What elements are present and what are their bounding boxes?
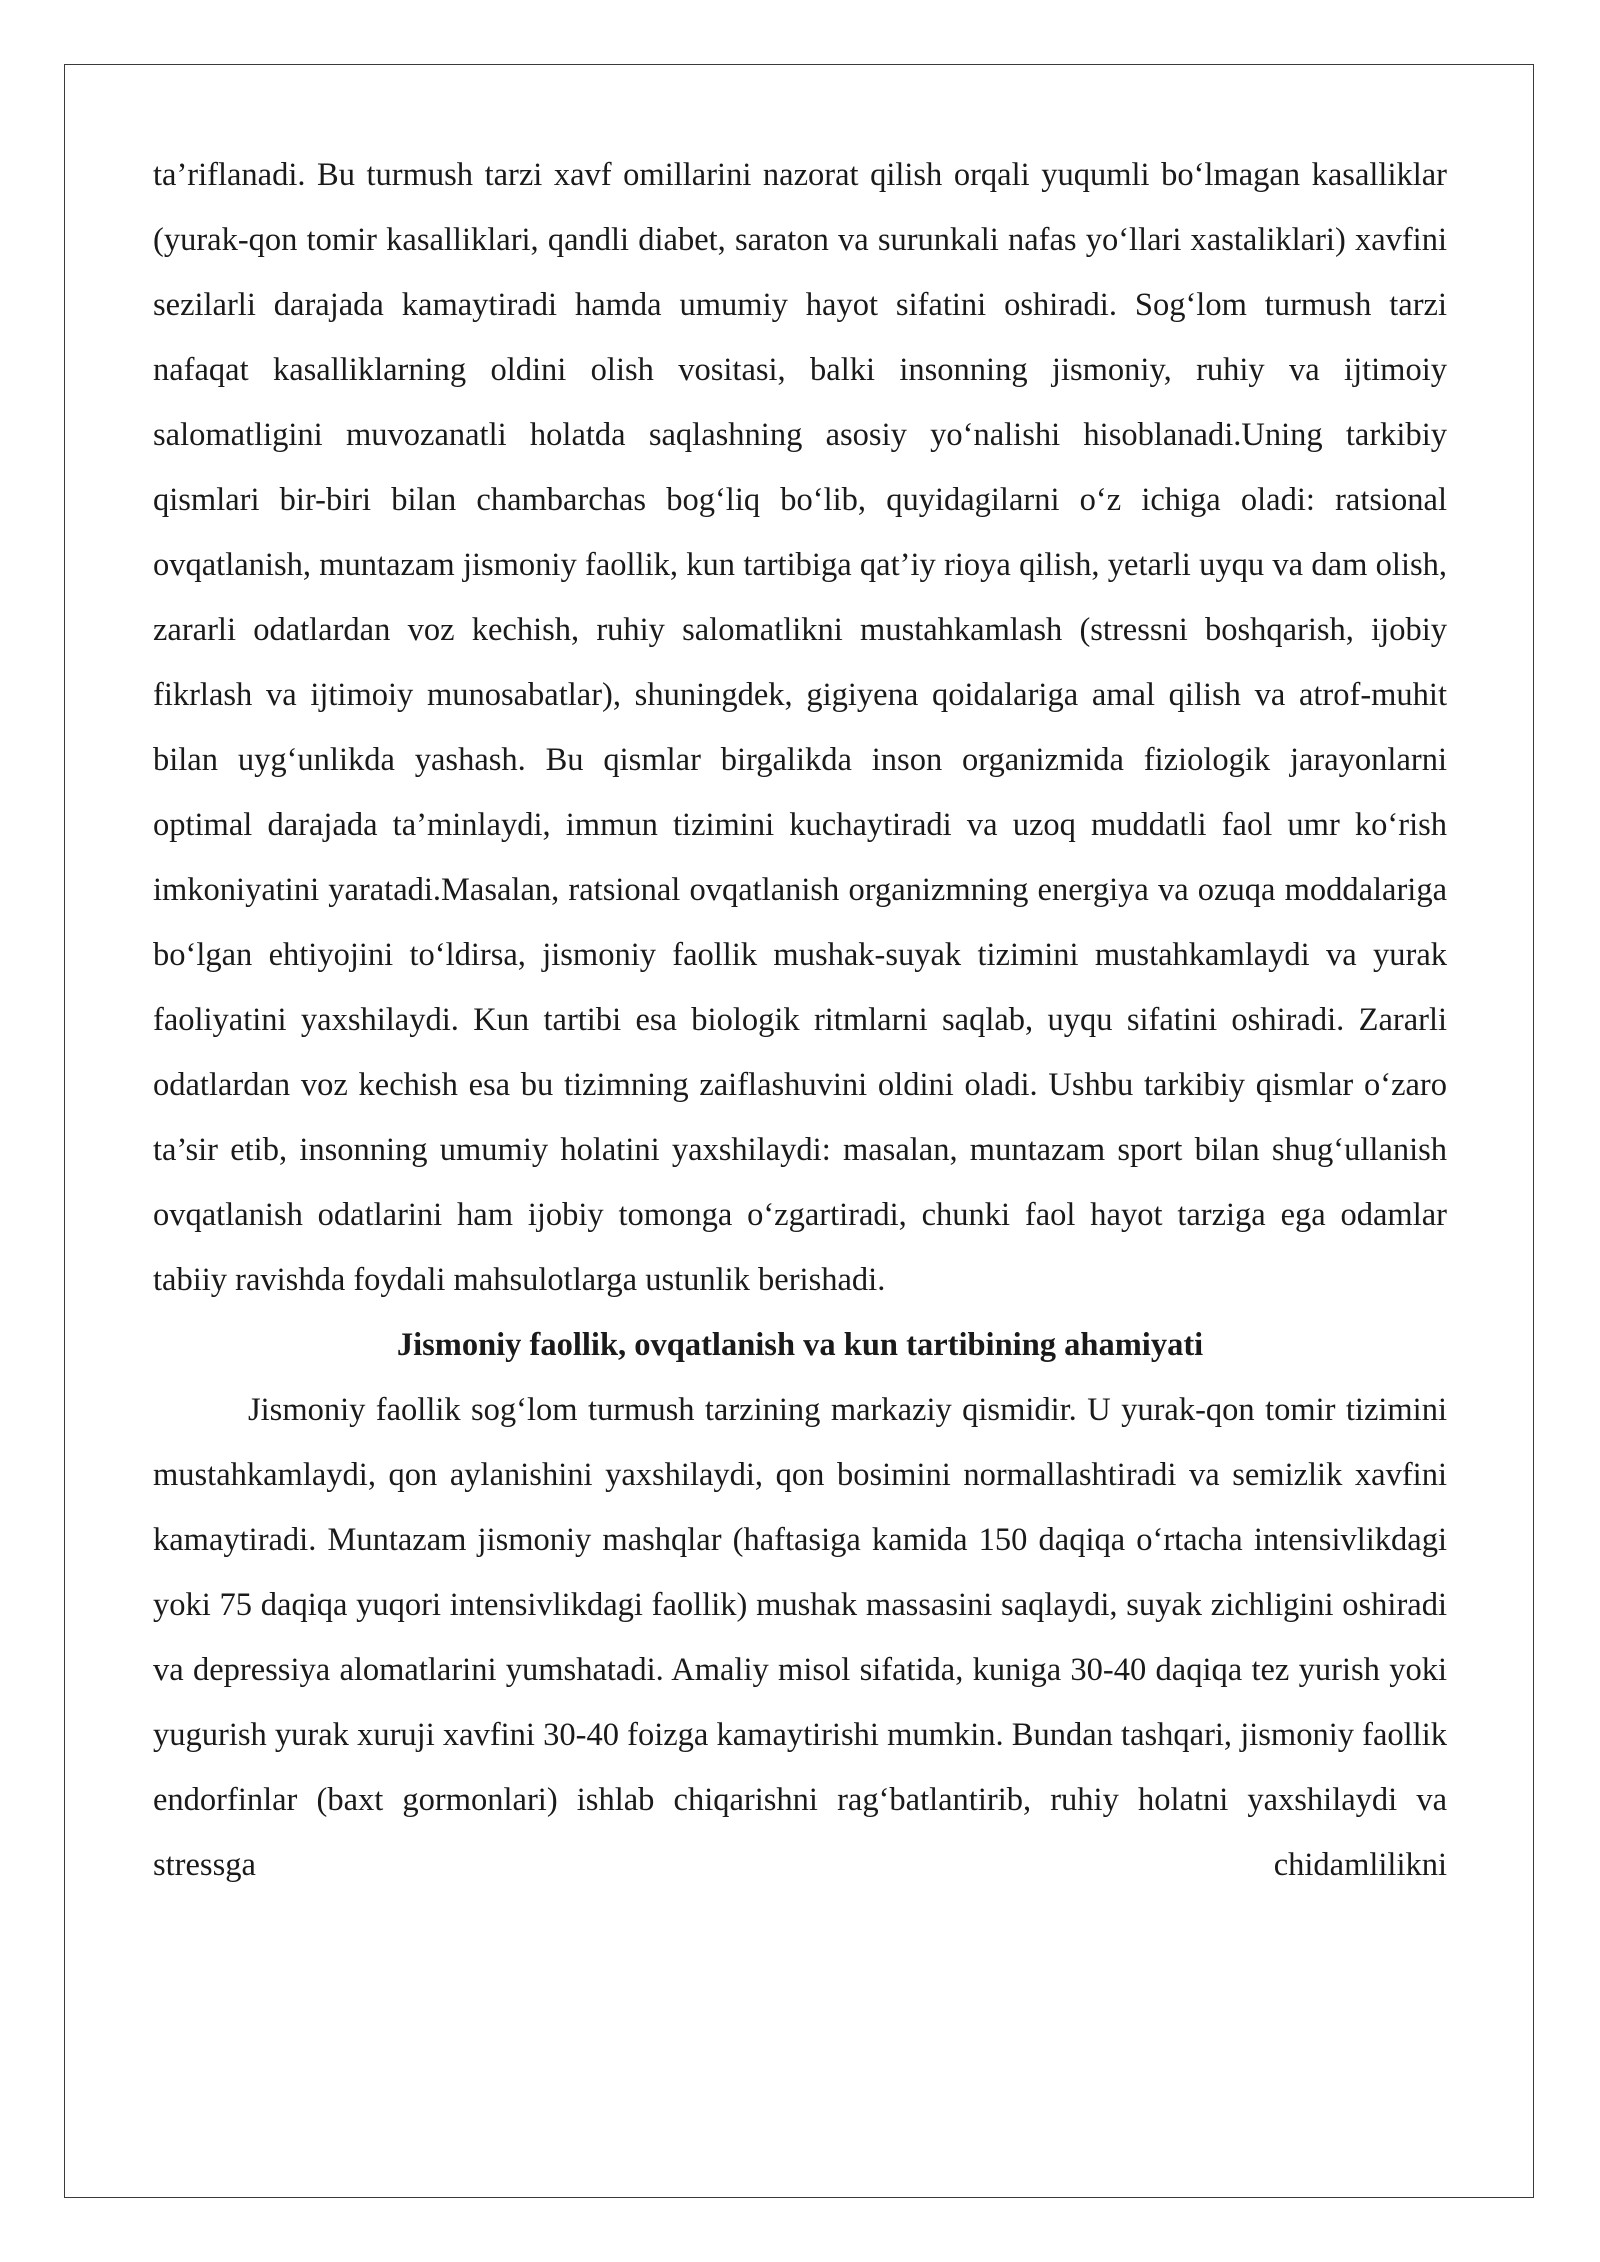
body-paragraph: ta’riflanadi. Bu turmush tarzi xavf omillarini nazorat qilish orqali yuqumli bo‘lmagan kasalliklar (yurak-qon tomir kasalliklari, qandli diabet, saraton va surunkali nafas yo‘llari xastaliklari) xavfini sezilarli darajada kamaytiradi hamda umumiy hayot sifatini oshiradi. Sog‘lom turmush tarzi nafaqat kasalliklarning oldini olish vositasi, balki insonning jismoniy, ruhiy va ijtimoiy salomatligini muvozanatli holatda saqlashning asosiy yo‘nalishi hisoblanadi.Uning tarkibiy qismlari bir-biri bilan chambarchas bog‘liq bo‘lib, quyidagilarni o‘z ichiga oladi: ratsional ovqatlanish, muntazam jismoniy faollik, kun tartibiga qat’iy rioya qilish, yetarli uyqu va dam olish, zararli odatlardan voz kechish, ruhiy salomatlikni mustahkamlash (stressni boshqarish, ijobiy fikrlash va ijtimoiy munosabatlar), shuningdek, gigiyena qoidalariga amal qilish va atrof-muhit bilan uyg‘unlikda yashash. Bu qismlar birgalikda inson organizmida fiziologik jarayonlarni optimal darajada ta’minlaydi, immun tizimini kuchaytiradi va uzoq muddatli faol umr ko‘rish imkoniyatini yaratadi.Masalan, ratsional ovqatlanish organizmning energiya va ozuqa moddalariga bo‘lgan ehtiyojini to‘ldirsa, jismoniy faollik mushak-suyak tizimini mustahkamlaydi va yurak faoliyatini yaxshilaydi. Kun tartibi esa biologik ritmlarni saqlab, uyqu sifatini oshiradi. Zararli odatlardan voz kechish esa bu tizimning zaiflashuvini oldini oladi. Ushbu tarkibiy qismlar o‘zaro ta’sir etib, insonning umumiy holatini yaxshilaydi: masalan, muntazam sport bilan shug‘ullanish ovqatlanish odatlarini ham ijobiy tomonga o‘zgartiradi, chunki faol hayot tarziga ega odamlar tabiiy ravishda foydali mahsulotlarga ustunlik berishadi. <box>153 157 1447 1298</box>
section-heading: Jismoniy faollik, ovqatlanish va kun tartibining ahamiyati <box>396 1327 1204 1363</box>
document-body <box>153 143 1447 1898</box>
section-paragraph: Jismoniy faollik sog‘lom turmush tarzining markaziy qismidir. U yurak-qon tomir tizimini mustahkamlaydi, qon aylanishini yaxshilaydi, qon bosimini normallashtiradi va semizlik xavfini kamaytiradi. Muntazam jismoniy mashqlar (haftasiga kamida 150 daqiqa o‘rtacha intensivlikdagi yoki 75 daqiqa yuqori intensivlikdagi faollik) mushak massasini saqlaydi, suyak zichligini oshiradi va depressiya alomatlarini yumshatadi. Amaliy misol sifatida, kuniga 30-40 daqiqa tez yurish yoki yugurish yurak xuruji xavfini 30-40 foizga kamaytirishi mumkin. Bundan tashqari, jismoniy faollik endorfinlar (baxt gormonlari) ishlab chiqarishni rag‘batlantirib, ruhiy holatni yaxshilaydi va stressga chidamlilikni <box>153 1392 1447 1883</box>
